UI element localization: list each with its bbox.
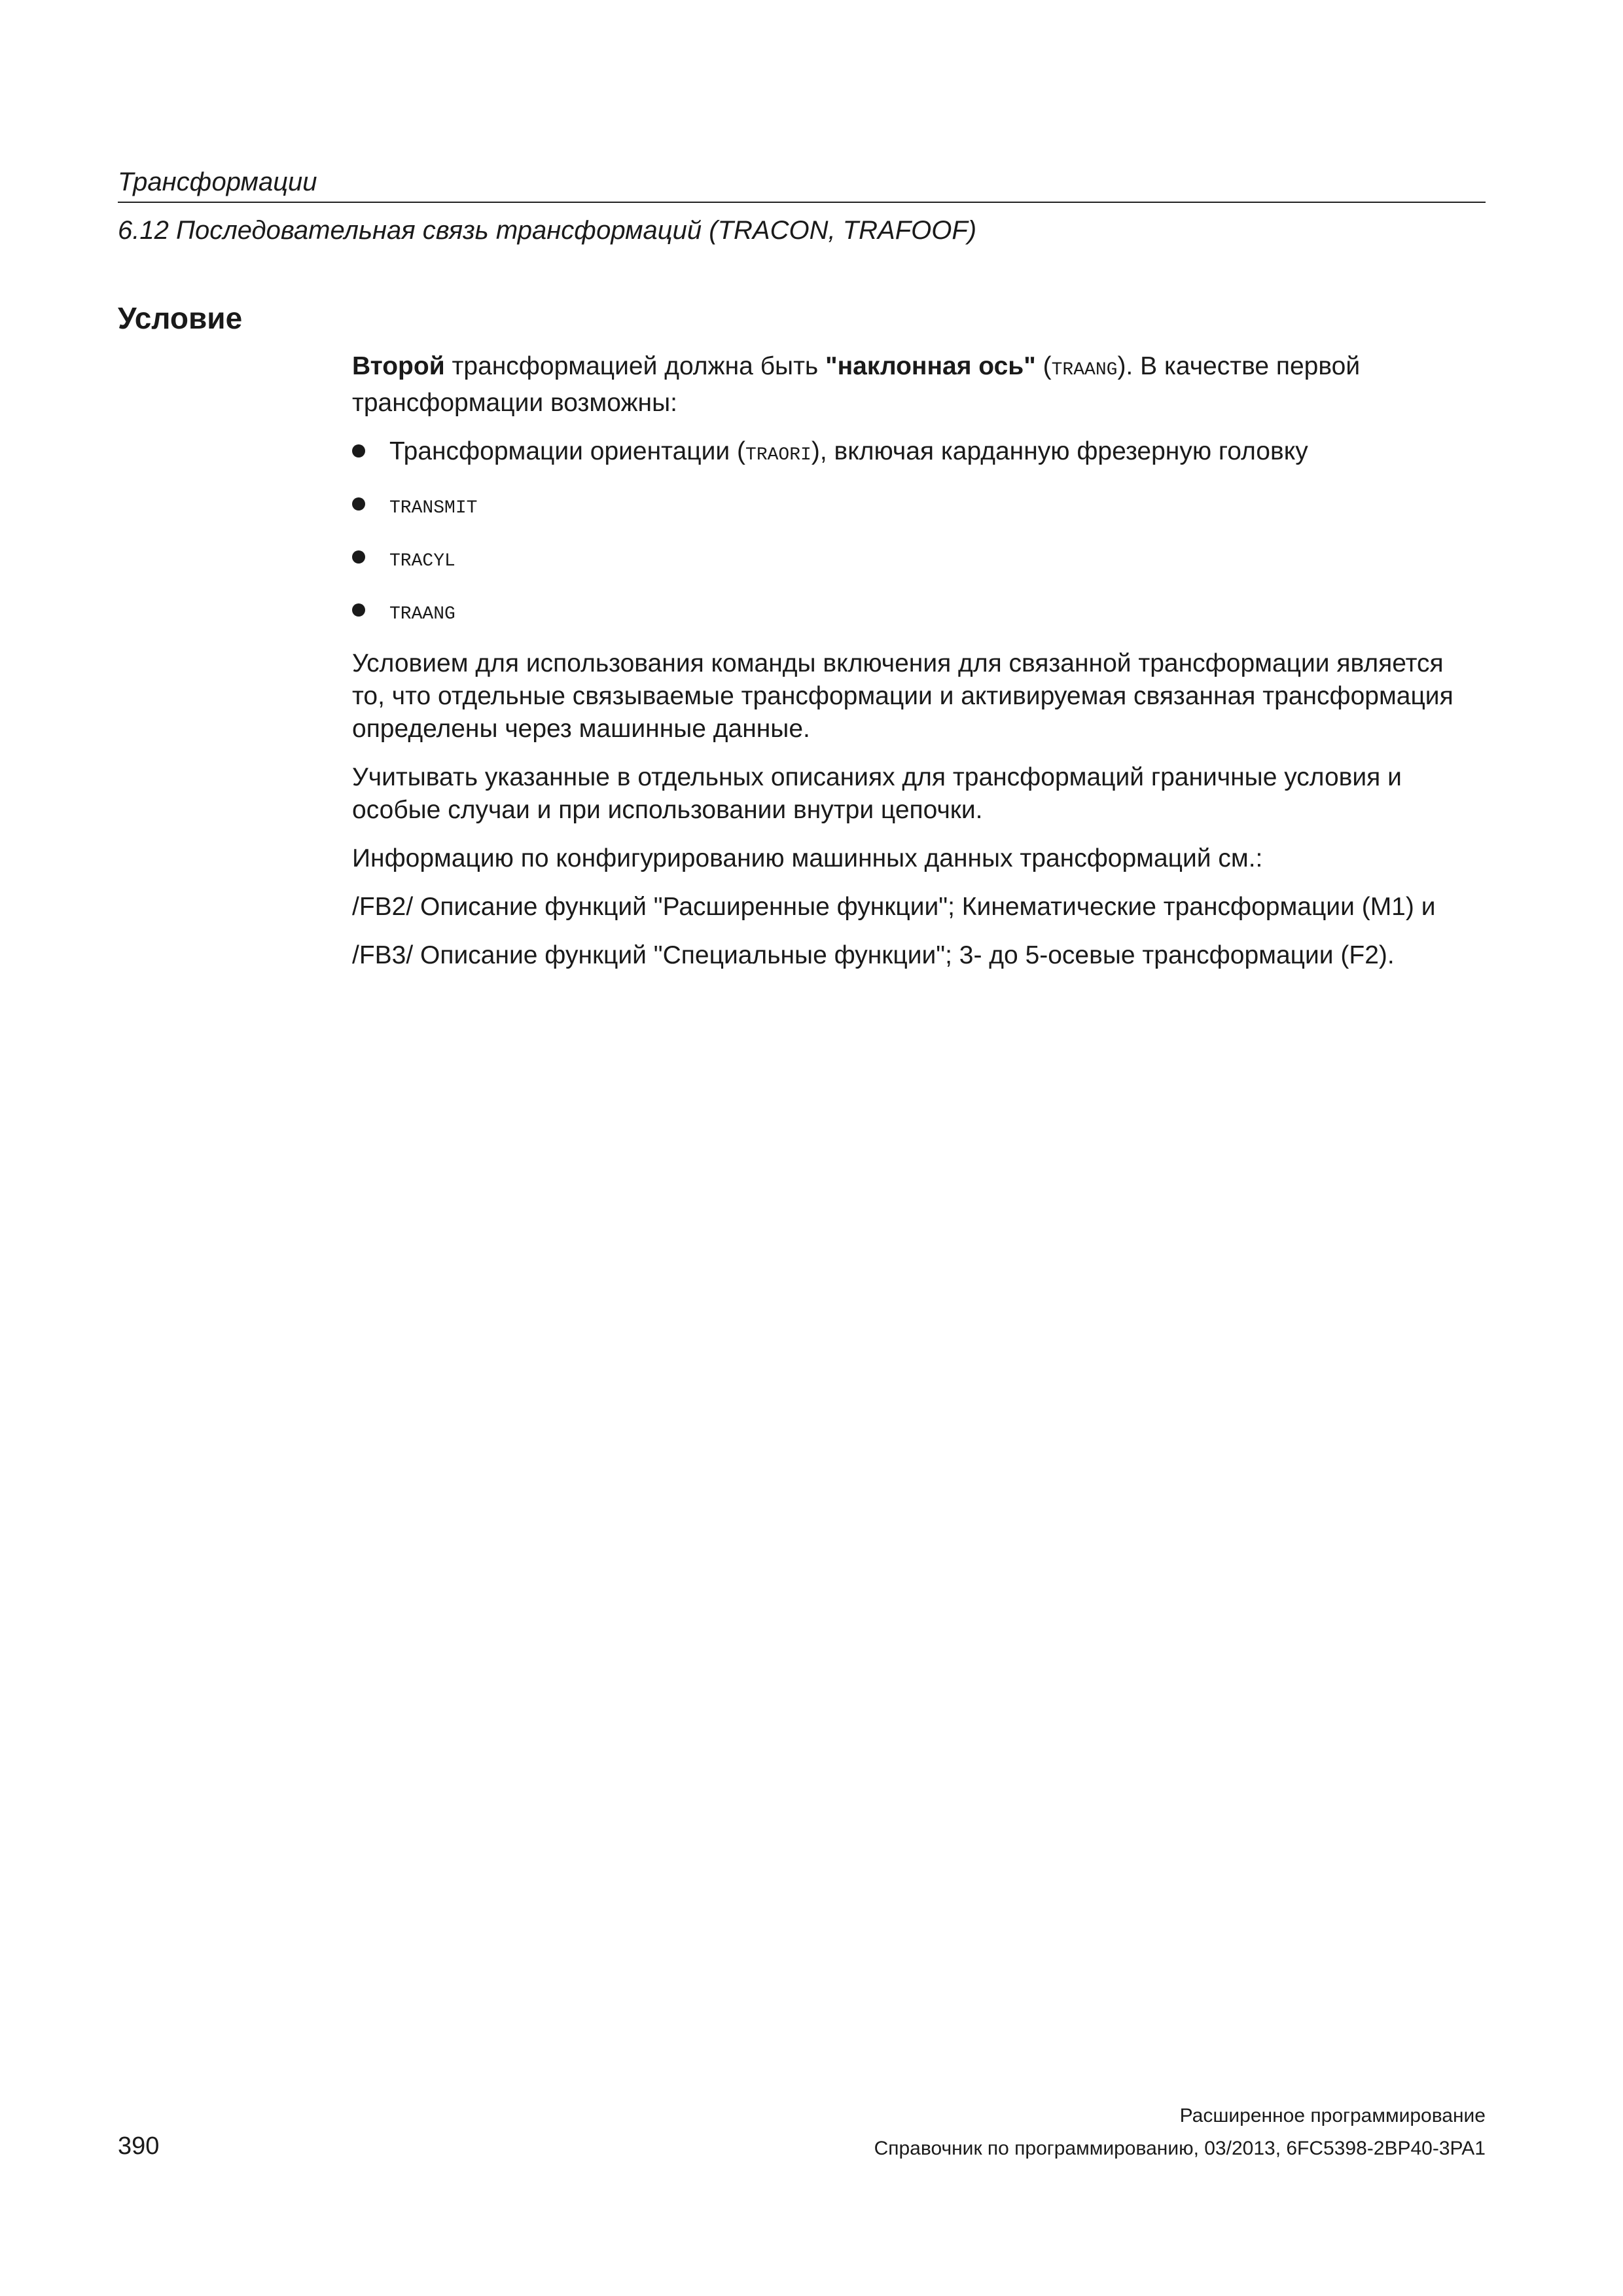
- intro-text-3: ). В качестве первой трансформации возможны:: [352, 352, 1361, 417]
- bullet-icon: [352, 444, 365, 457]
- list-item-code: TRAORI: [745, 445, 812, 465]
- list-item-code: TRACYL: [389, 551, 455, 571]
- intro-text-1: трансформацией должна быть: [444, 352, 826, 380]
- reference-fb3: /FB3/ Описание функций "Специальные функции"; 3- до 5-осевые трансформации (F2).: [352, 941, 1395, 969]
- boundary-conditions-paragraph: Учитывать указанные в отдельных описаниях для трансформаций граничные условия и особые случаи и при использовании внутри цепочки.: [352, 763, 1402, 824]
- intro-code-traang: TRAANG: [1051, 360, 1118, 380]
- header-section-title: 6.12 Последовательная связь трансформаций (TRACON, TRAFOOF): [118, 216, 977, 245]
- bullet-icon: [352, 550, 365, 564]
- footer-book-title: Расширенное программирование: [1179, 2105, 1486, 2126]
- bullet-icon: [352, 497, 365, 511]
- list-item-code: TRANSMIT: [389, 498, 478, 518]
- list-item: [352, 435, 1478, 472]
- page-header: [118, 165, 1486, 247]
- header-divider: [118, 202, 1486, 203]
- list-item: [352, 594, 1478, 631]
- intro-text-2: (: [1035, 352, 1052, 380]
- reference-fb2: /FB2/ Описание функций "Расширенные функции"; Кинематические трансформации (M1) и: [352, 893, 1436, 921]
- list-item: [352, 541, 1478, 578]
- page-number: 390: [118, 2132, 160, 2160]
- footer-reference: Справочник по программированию, 03/2013, 6FC5398-2BP40-3PA1: [874, 2138, 1486, 2159]
- header-chapter-title: Трансформации: [118, 168, 317, 196]
- section-heading: Условие: [118, 301, 243, 335]
- list-item: [352, 488, 1478, 525]
- machine-data-paragraph: Информацию по конфигурированию машинных данных трансформаций см.:: [352, 844, 1263, 872]
- list-item-code: TRAANG: [389, 604, 455, 624]
- bullet-icon: [352, 603, 365, 617]
- intro-paragraph: [352, 350, 1478, 420]
- list-item-text-after: ), включая карданную фрезерную головку: [811, 437, 1308, 465]
- list-item-text-before: Трансформации ориентации (: [389, 437, 746, 465]
- intro-bold-tilted-axis: "наклонная ось": [825, 352, 1036, 380]
- transformation-list: [352, 435, 1478, 631]
- intro-bold-second: Второй: [352, 352, 445, 380]
- prerequisite-paragraph: Условием для использования команды включения для связанной трансформации является то, что отдельные связываемые трансформации и активируемая связанная трансформация определены через машинные данные.: [352, 649, 1454, 743]
- main-content: [352, 350, 1478, 988]
